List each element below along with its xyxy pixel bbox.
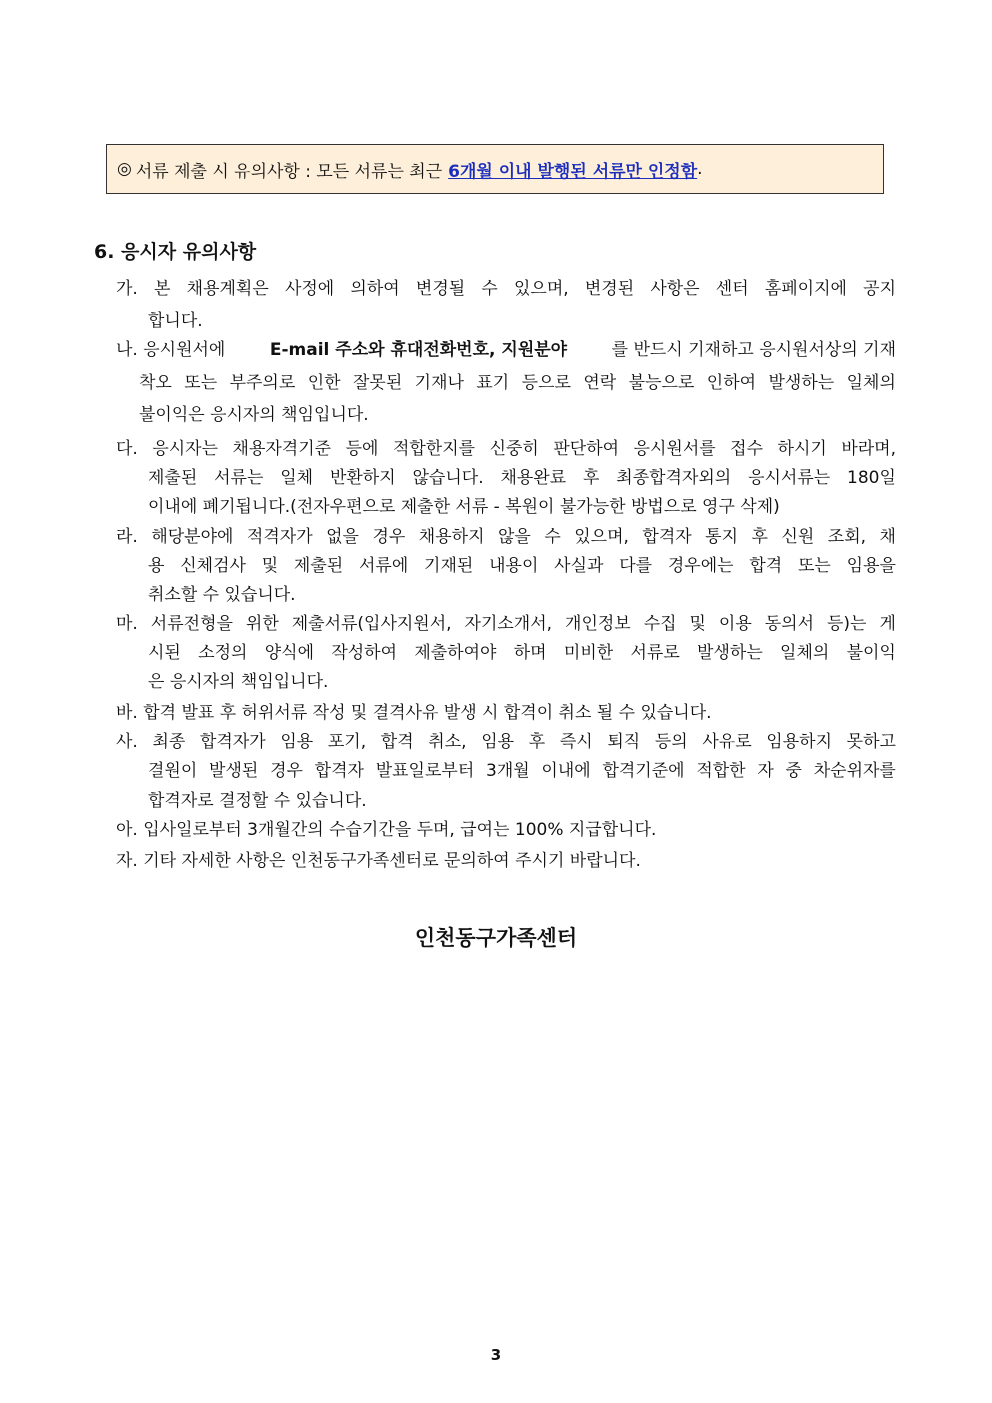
word: 응시자는 — [152, 439, 219, 459]
word: 하시기 — [777, 439, 827, 459]
word: 반환하지 — [329, 468, 396, 488]
word: 바라며, — [841, 439, 896, 459]
word: 시된 — [148, 643, 181, 663]
word: 및 — [261, 556, 279, 576]
item-ga-line1 — [116, 274, 896, 299]
word: 등으로 — [521, 373, 571, 393]
item-ba-line1: 바. 합격 발표 후 허위서류 작성 및 결격사유 발생 시 합격이 취소 될 수 있습니다. — [116, 703, 712, 723]
word: 소정의 — [198, 643, 248, 663]
word: 미비한 — [563, 643, 614, 663]
word: 및 — [689, 614, 706, 634]
word: 하며 — [513, 643, 547, 663]
word: 제출된 — [293, 556, 344, 576]
word: 차순위자를 — [813, 761, 896, 781]
word: 불능으로 — [628, 373, 695, 393]
word: 포기, — [327, 732, 367, 752]
word: 못하고 — [846, 732, 896, 752]
word: 발표일로부터 — [375, 761, 475, 781]
word: 3개월 — [486, 761, 530, 781]
word: 최종합격자외의 — [616, 468, 732, 488]
word: 해당분야에 — [151, 527, 234, 547]
item-da-line3: 이내에 폐기됩니다.(전자우편으로 제출한 서류 - 복원이 불가능한 방법으로 영구 삭제) — [148, 497, 780, 517]
word: 임용하지 — [766, 732, 832, 752]
word: 않을 — [497, 527, 531, 547]
word: 결원이 — [148, 761, 198, 781]
word: 있으며, — [513, 279, 569, 299]
word: 기재나 — [414, 373, 464, 393]
word: 경우 — [372, 527, 406, 547]
word: 신체검사 — [180, 556, 246, 576]
word: 수집 — [643, 614, 677, 634]
item-na-text-a: 나. 응시원서에 — [116, 340, 226, 360]
word: 판단하여 — [553, 439, 620, 459]
word: 내용이 — [489, 556, 539, 576]
item-na-line3: 불이익은 응시자의 책임입니다. — [139, 405, 369, 425]
word: 인하여 — [706, 373, 757, 393]
section-title: 6. 응시자 유의사항 — [94, 241, 257, 263]
word: 사항은 — [650, 279, 700, 299]
word: 적합한 — [696, 761, 746, 781]
word: 표기 — [476, 373, 510, 393]
word: 홈페이지에 — [764, 279, 847, 299]
item-da-line1 — [116, 434, 896, 459]
word: 합격기준에 — [602, 761, 685, 781]
word: 합격자 — [642, 527, 692, 547]
word: 일체의 — [780, 643, 830, 663]
word: 채 — [879, 527, 896, 547]
item-a-line1: 아. 입사일로부터 3개월간의 수습기간을 두며, 급여는 100% 지급합니다. — [116, 820, 657, 840]
item-sa-line3: 합격자로 결정할 수 있습니다. — [148, 791, 367, 811]
word: 사. — [116, 732, 138, 752]
word: 양식에 — [264, 643, 315, 663]
word: 적격자가 — [246, 527, 313, 547]
word: 채용계획은 — [186, 279, 269, 299]
page-number: 3 — [490, 1346, 502, 1364]
word: 변경된 — [584, 279, 635, 299]
item-sa-line1 — [116, 727, 896, 752]
word: 후 — [528, 732, 546, 752]
word: 후 — [582, 468, 600, 488]
word: 마. — [116, 614, 138, 634]
word: 임용 — [280, 732, 314, 752]
word: 신원 — [781, 527, 815, 547]
notice-symbol: ◎ — [117, 159, 132, 179]
item-na-text-c: 를 반드시 기재하고 응시원서상의 기재 — [611, 340, 896, 360]
word: 수 — [544, 527, 561, 547]
word: 이용 — [718, 614, 752, 634]
word: 의하여 — [350, 279, 400, 299]
word: 작성하여 — [331, 643, 398, 663]
word: 개인정보 — [565, 614, 631, 634]
word: 사실과 — [554, 556, 604, 576]
word: 일체 — [280, 468, 314, 488]
word: 퇴직 — [607, 732, 641, 752]
word: 채용하지 — [418, 527, 485, 547]
word: 위한 — [245, 614, 279, 634]
word: 응시서류는 — [748, 468, 831, 488]
word: 등의 — [654, 732, 688, 752]
word: 채용자격기준 — [232, 439, 332, 459]
word: 후 — [751, 527, 768, 547]
word: 180일 — [847, 468, 896, 488]
word: 취소, — [428, 732, 467, 752]
word: 발생하는 — [768, 373, 835, 393]
item-ma-line2 — [148, 638, 896, 663]
word: 자기소개서, — [464, 614, 553, 634]
word: 없을 — [326, 527, 359, 547]
word: 서류로 — [630, 643, 680, 663]
word: 또는 — [184, 373, 218, 393]
item-sa-line2 — [148, 756, 896, 781]
word: 서류전형을 — [150, 614, 233, 634]
word: 연락 — [583, 373, 617, 393]
notice-text: 서류 제출 시 유의사항 : 모든 서류는 최근 — [135, 161, 443, 182]
item-da-line2 — [148, 463, 896, 488]
word: 또는 — [798, 556, 831, 576]
word: 라. — [116, 527, 138, 547]
word: 않습니다. — [412, 468, 484, 488]
item-na-bold: E-mail 주소와 휴대전화번호, 지원분야 — [269, 340, 568, 360]
item-ra-line2 — [148, 551, 896, 576]
word: 본 — [154, 279, 171, 299]
word: 불이익 — [846, 643, 896, 663]
word: 합격 — [749, 556, 783, 576]
word: 등)는 — [827, 614, 867, 634]
word: 기재된 — [424, 556, 474, 576]
word: 센터 — [715, 279, 749, 299]
word: 합격 — [380, 732, 414, 752]
word: 동의서 — [764, 614, 815, 634]
word: 합격자 — [314, 761, 364, 781]
word: 착오 — [139, 373, 172, 393]
word: 경우 — [270, 761, 303, 781]
word: 임용 — [481, 732, 515, 752]
organization-name: 인천동구가족센터 — [414, 926, 578, 950]
word: 접수 — [730, 439, 764, 459]
word: 발생하는 — [697, 643, 763, 663]
word: 제출된 — [148, 468, 198, 488]
word: 변경될 — [415, 279, 466, 299]
word: 서류에 — [358, 556, 409, 576]
word: 부주의로 — [229, 373, 296, 393]
word: 제출서류(입사지원서, — [291, 614, 452, 634]
item-na-line1 — [116, 335, 896, 360]
word: 적합한지를 — [392, 439, 476, 459]
item-ga-line2: 합니다. — [148, 311, 203, 331]
notice-box — [106, 144, 884, 194]
word: 용 — [148, 556, 165, 576]
word: 잘못된 — [352, 373, 403, 393]
word: 최종 — [152, 732, 186, 752]
item-ja-line1: 자. 기타 자세한 사항은 인천동구가족센터로 문의하여 주시기 바랍니다. — [116, 851, 641, 871]
word: 다. — [116, 439, 138, 459]
word: 게 — [879, 614, 896, 634]
notice-highlight: 6개월 이내 발행된 서류만 인정함 — [448, 161, 698, 182]
item-ra-line1 — [116, 522, 896, 547]
word: 응시원서를 — [633, 439, 716, 459]
word: 조회, — [827, 527, 867, 547]
word: 이내에 — [541, 761, 591, 781]
word: 즉시 — [559, 732, 593, 752]
word: 임용을 — [846, 556, 896, 576]
word: 사유로 — [702, 732, 752, 752]
word: 인한 — [307, 373, 341, 393]
word: 제출하여야 — [414, 643, 497, 663]
word: 중 — [785, 761, 802, 781]
item-ma-line1 — [116, 609, 896, 634]
notice-end: . — [697, 159, 703, 179]
word: 공지 — [863, 279, 896, 299]
word: 있으며, — [574, 527, 629, 547]
item-ra-line3: 취소할 수 있습니다. — [148, 585, 296, 605]
word: 서류는 — [214, 468, 264, 488]
word: 수 — [481, 279, 498, 299]
word: 합격자가 — [200, 732, 266, 752]
word: 채용완료 — [500, 468, 567, 488]
word: 사정에 — [284, 279, 335, 299]
word: 등에 — [345, 439, 379, 459]
word: 경우에는 — [667, 556, 734, 576]
word: 일체의 — [846, 373, 896, 393]
word: 자 — [757, 761, 774, 781]
word: 통지 — [705, 527, 739, 547]
word: 다를 — [619, 556, 653, 576]
word: 신중히 — [489, 439, 539, 459]
word: 발생된 — [209, 761, 259, 781]
word: 가. — [116, 279, 138, 299]
item-ma-line3: 은 응시자의 책임입니다. — [148, 672, 329, 692]
item-na-line2 — [139, 368, 896, 393]
